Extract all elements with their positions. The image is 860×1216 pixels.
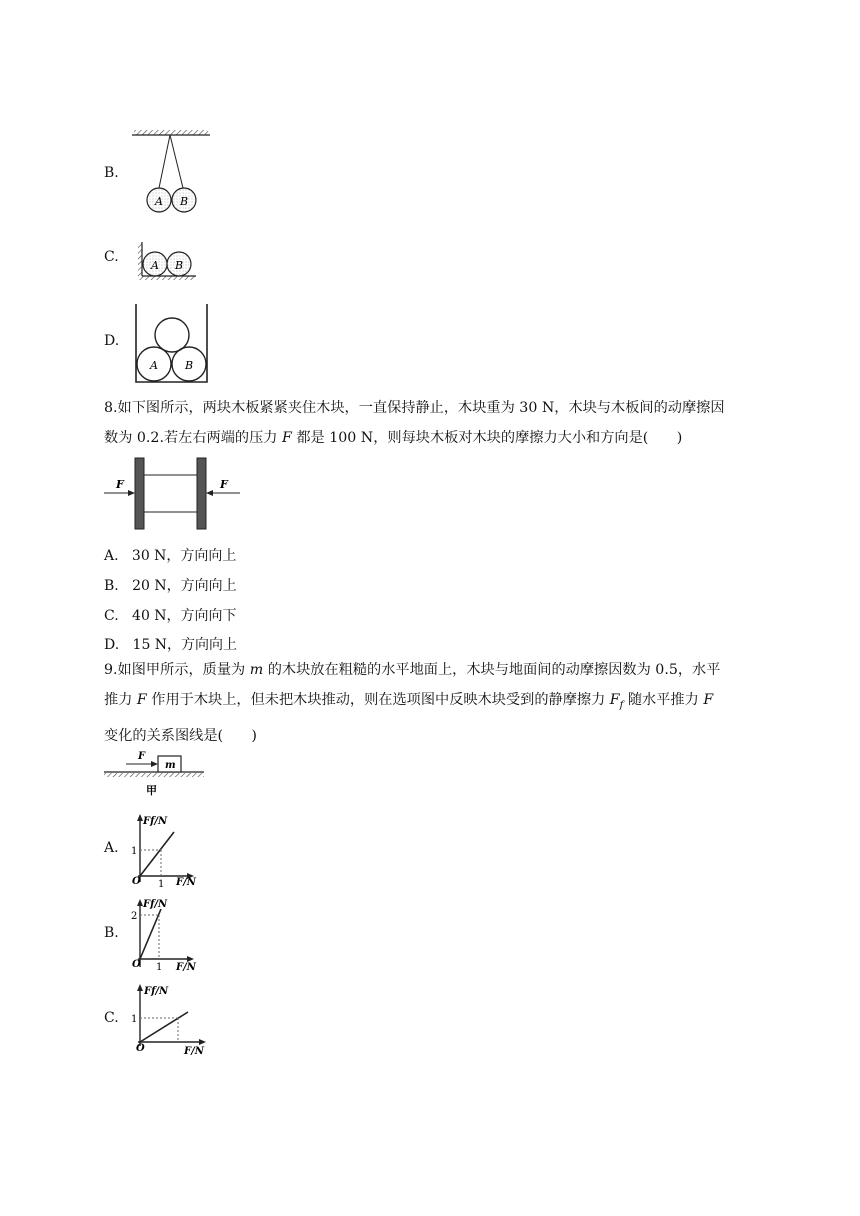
graph-option-a xyxy=(128,810,204,888)
figure-caption-jia: 甲 xyxy=(146,784,157,796)
svg-text:1: 1 xyxy=(131,1014,138,1025)
question-8-line2: 数为 0.2.若左右两端的压力 F 都是 100 N，则每块木板对木块的摩擦力大小和方向是( ) xyxy=(104,430,683,446)
svg-text:F/N: F/N xyxy=(176,962,196,973)
graph-option-b xyxy=(128,895,204,973)
svg-text:F/N: F/N xyxy=(184,1046,204,1057)
svg-text:B: B xyxy=(185,359,194,372)
question-9-line3: 变化的关系图线是( ) xyxy=(104,727,257,744)
clamped-block-figure xyxy=(102,456,242,532)
ball-b-label: B xyxy=(180,195,189,208)
q8-choice-d[interactable]: D. 15 N，方向向上 xyxy=(104,637,238,653)
origin-label: O xyxy=(132,876,141,887)
hanging-balls-figure xyxy=(128,126,212,218)
x-tick-label: 1 xyxy=(158,879,165,888)
graph-option-c xyxy=(128,980,212,1058)
svg-text:Ff/N: Ff/N xyxy=(143,899,168,910)
svg-text:A: A xyxy=(151,259,159,272)
q9-option-b-label[interactable]: B. xyxy=(104,925,119,941)
question-9-text xyxy=(104,655,764,751)
q8-choice-b[interactable]: B. 20 N，方向向上 xyxy=(104,578,237,594)
question-9-line2: 推力 F 作用于木块上，但未把木块推动，则在选项图中反映木块受到的静摩擦力 $F_f$ 随水平推力 F xyxy=(104,692,714,711)
question-8-text xyxy=(104,393,764,453)
force-left-label: F xyxy=(116,478,124,491)
force-right-label: F xyxy=(220,478,228,491)
option-b-label: B. xyxy=(104,165,119,181)
svg-text:B: B xyxy=(175,259,184,272)
svg-text:O: O xyxy=(132,959,141,970)
ball-a-label: A xyxy=(155,195,163,208)
q8-choice-c[interactable]: C. 40 N，方向向下 xyxy=(104,608,237,624)
option-d-label: D. xyxy=(104,333,120,349)
push-force-label: F xyxy=(138,751,146,762)
svg-text:A: A xyxy=(150,359,158,372)
svg-text:Ff/N: Ff/N xyxy=(144,986,169,997)
mass-label: m xyxy=(165,760,176,771)
svg-text:1: 1 xyxy=(156,962,163,973)
y-axis-label: Ff/N xyxy=(143,816,168,827)
question-9-line1: 9.如图甲所示，质量为 m 的木块放在粗糙的水平地面上，木块与地面间的动摩擦因数为 0.5，水平 xyxy=(104,662,721,678)
svg-text:O: O xyxy=(136,1043,145,1054)
question-8-line1: 8.如下图所示，两块木板紧紧夹住木块，一直保持静止，木块重为 30 N，木块与木板间的动摩擦因 xyxy=(104,400,725,416)
block-on-ground-figure xyxy=(102,748,208,796)
q9-option-c-label[interactable]: C. xyxy=(104,1010,119,1026)
y-tick-label: 1 xyxy=(131,846,138,857)
option-c-label: C. xyxy=(104,249,119,265)
x-axis-label: F/N xyxy=(176,877,196,888)
corner-balls-figure xyxy=(134,240,200,284)
svg-text:2: 2 xyxy=(131,911,138,922)
container-balls-figure xyxy=(132,300,212,386)
q9-option-a-label[interactable]: A. xyxy=(104,840,119,856)
q8-choice-a[interactable]: A. 30 N，方向向上 xyxy=(104,548,237,564)
